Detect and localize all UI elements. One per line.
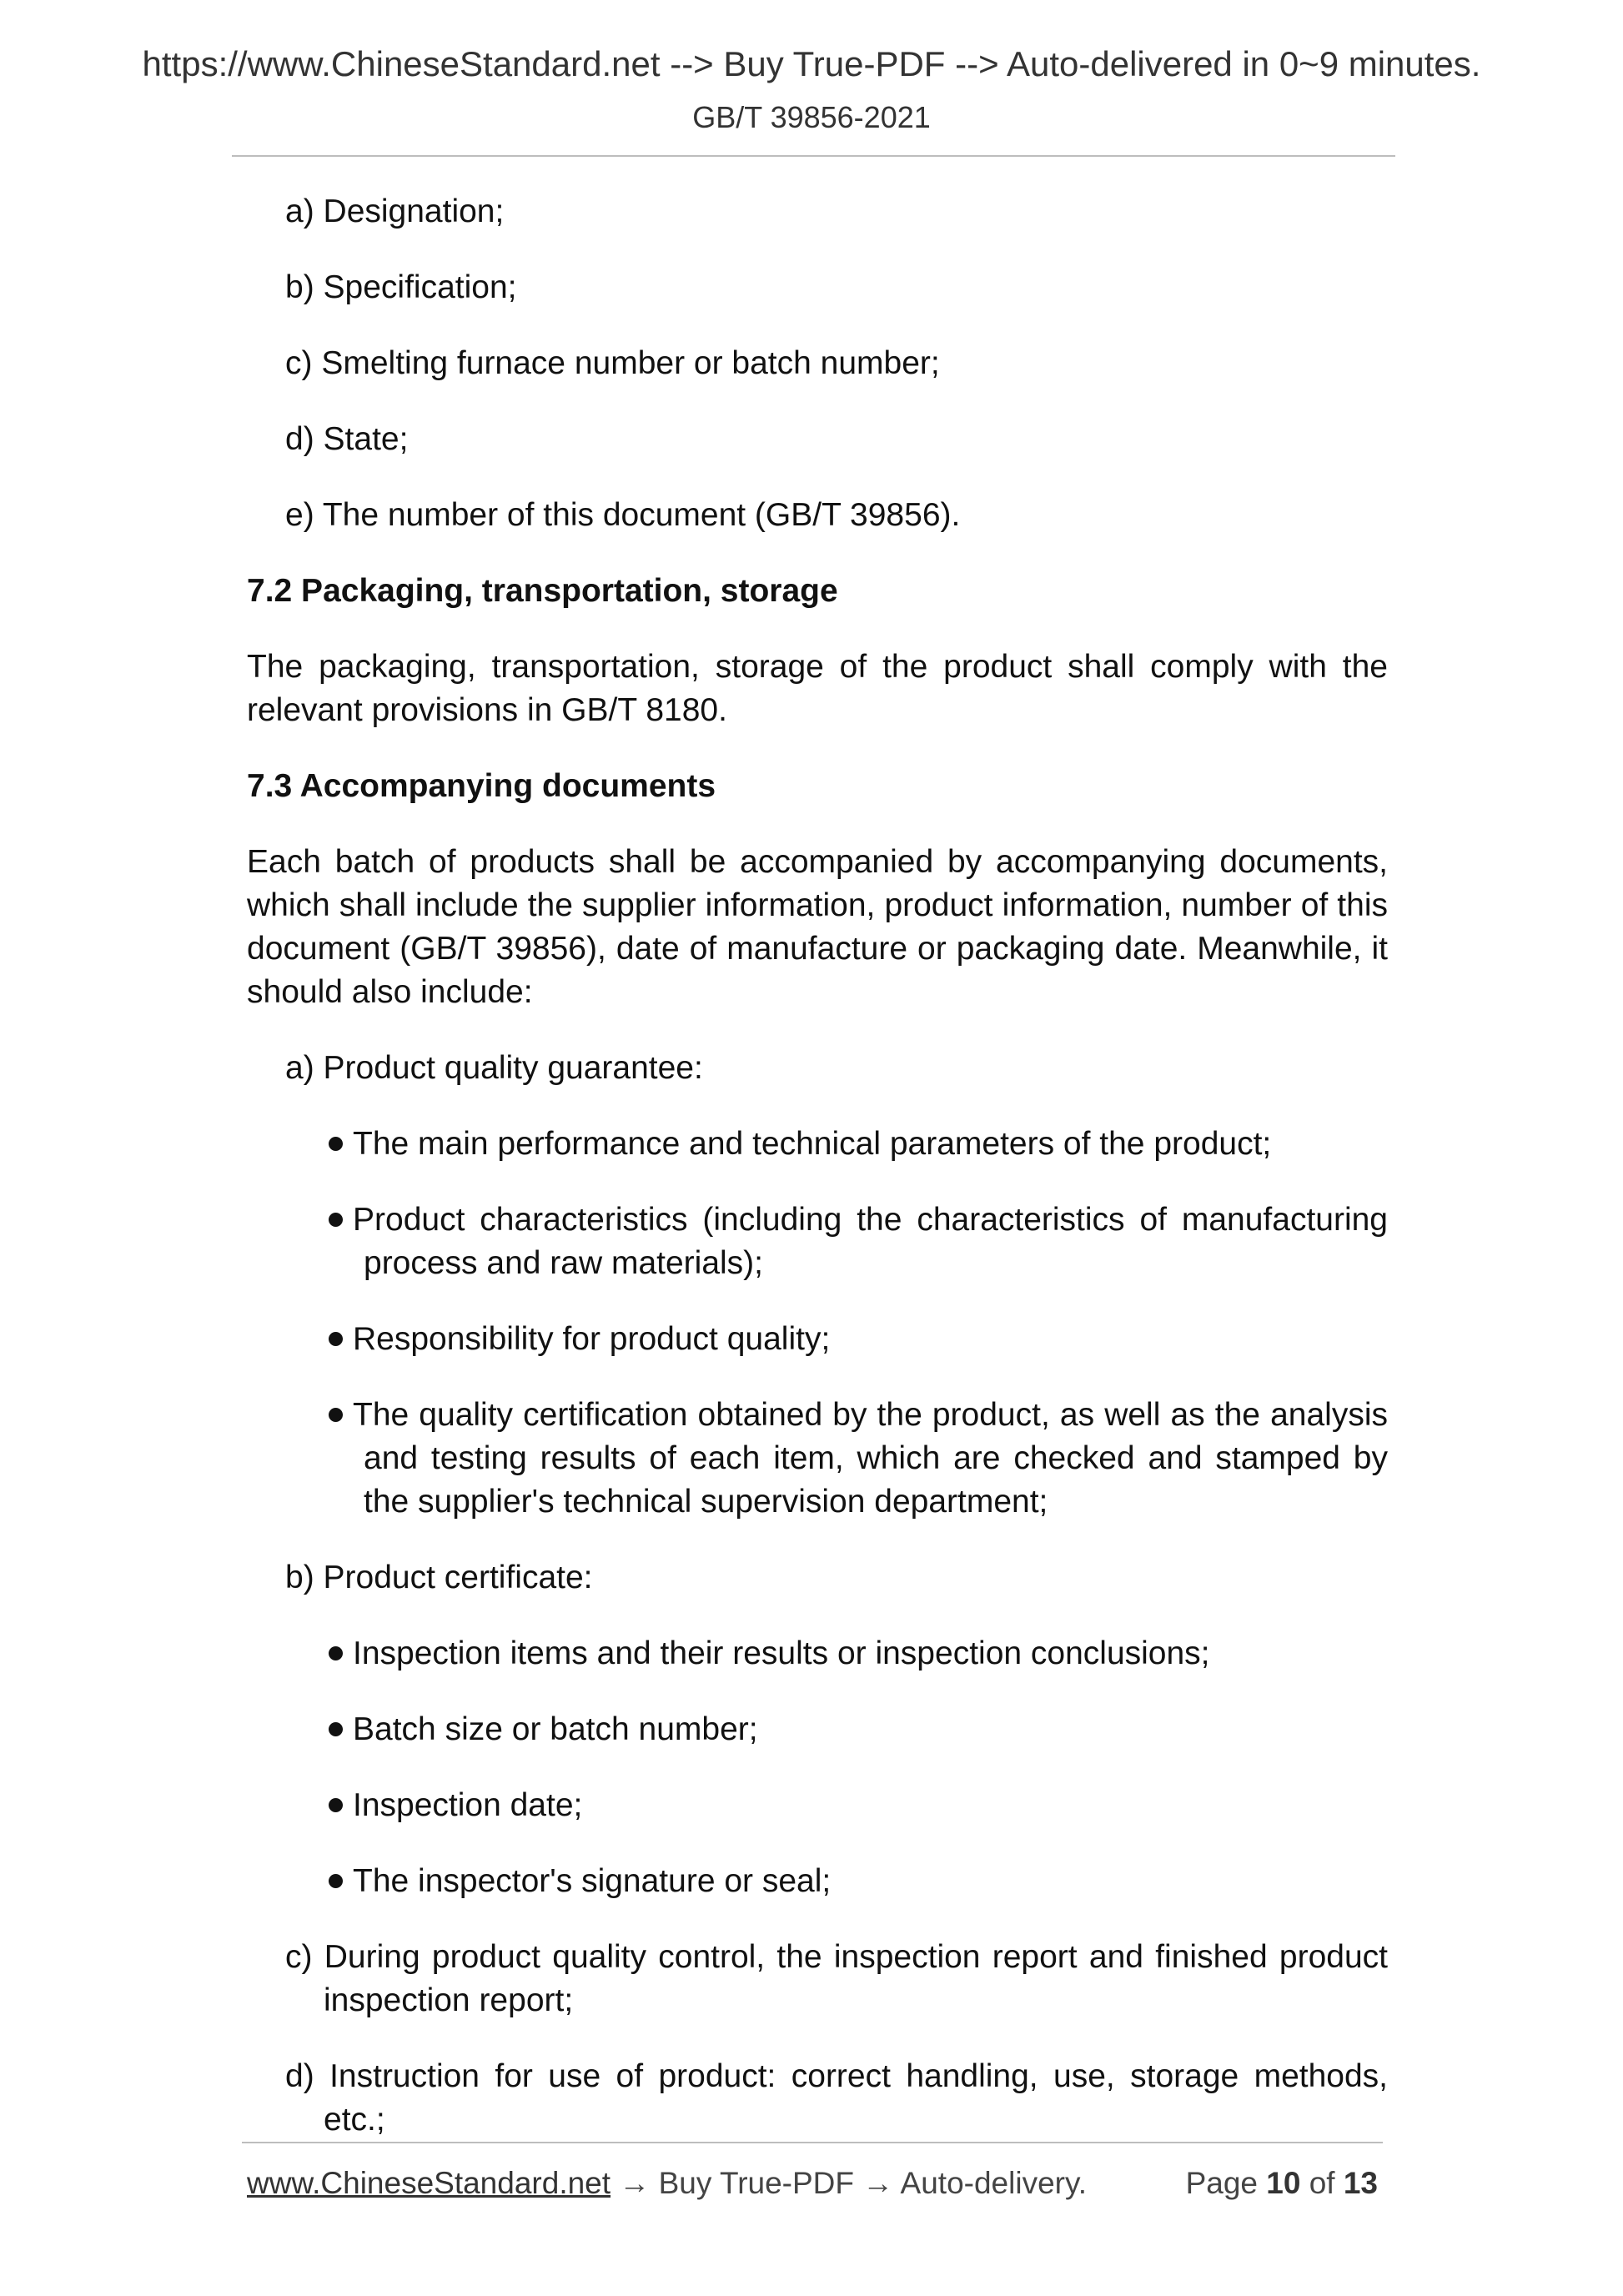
main-content <box>247 190 1388 2174</box>
list-item-text: The number of this document (GB/T 39856). <box>322 497 961 533</box>
bullet-item <box>247 1784 1388 1827</box>
list-item <box>247 494 1388 537</box>
list-item-text: Designation; <box>323 193 505 229</box>
page-number <box>1186 2163 1378 2203</box>
list-item-label: b) <box>285 1560 314 1595</box>
list-item-text: Product certificate: <box>323 1560 593 1595</box>
footer-site-link[interactable]: www.ChineseStandard.net <box>247 2166 611 2200</box>
arrow-right-icon: → <box>619 2166 651 2200</box>
list-item-text: During product quality control, the inspection report and finished product inspection report; <box>324 1939 1388 2018</box>
list-item <box>247 266 1388 309</box>
list-item-label: e) <box>285 497 314 533</box>
list-item-d <box>247 2055 1388 2142</box>
bullet-text: Product characteristics (including the characteristics of manufacturing process and raw materials); <box>353 1202 1388 1281</box>
total-pages: 13 <box>1343 2166 1378 2200</box>
bullet-text: The main performance and technical parameters of the product; <box>353 1126 1272 1162</box>
current-page: 10 <box>1266 2166 1301 2200</box>
bullet-item <box>247 1318 1388 1361</box>
section-heading-7-3: 7.3 Accompanying documents <box>247 768 716 804</box>
list-item-label: d) <box>285 2058 314 2094</box>
footer-auto-text: Auto-delivery. <box>900 2166 1088 2200</box>
bullet-dot-icon <box>329 1332 343 1346</box>
bullet-text: The inspector's signature or seal; <box>353 1863 832 1899</box>
bullet-item <box>247 1123 1388 1166</box>
header-url-line[interactable]: https://www.ChineseStandard.net --> Buy True-PDF --> Auto-delivered in 0~9 minutes. <box>142 44 1481 83</box>
list-item-text: State; <box>323 421 409 457</box>
bullet-text: Inspection date; <box>353 1787 583 1823</box>
bullet-item <box>247 1632 1388 1676</box>
footer-buy-text: Buy True-PDF <box>658 2166 855 2200</box>
bullet-item <box>247 1708 1388 1751</box>
list-item-b <box>247 1556 1388 1600</box>
bullet-dot-icon <box>329 1137 343 1151</box>
page-footer <box>247 2163 1378 2203</box>
bullet-dot-icon <box>329 1408 343 1422</box>
bullet-dot-icon <box>329 1874 343 1888</box>
list-item-text: Product quality guarantee: <box>323 1050 703 1086</box>
list-item <box>247 190 1388 234</box>
bullet-dot-icon <box>329 1722 343 1736</box>
list-item-label: c) <box>285 345 313 381</box>
bullet-text: The quality certification obtained by the product, as well as the analysis and testing results of each item, which are checked and stamped by the supplier's technical supervision department; <box>353 1397 1388 1520</box>
bullet-text: Batch size or batch number; <box>353 1711 758 1747</box>
section-heading-7-2: 7.2 Packaging, transportation, storage <box>247 573 838 609</box>
list-item-a <box>247 1047 1388 1090</box>
header-doc-code: GB/T 39856-2021 <box>692 100 931 134</box>
bullet-dot-icon <box>329 1213 343 1227</box>
section-body-7-2: The packaging, transportation, storage of the product shall comply with the relevant provisions in GB/T 8180. <box>247 649 1388 728</box>
bullet-item <box>247 1860 1388 1903</box>
bullet-text: Responsibility for product quality; <box>353 1321 831 1357</box>
list-item-c <box>247 1936 1388 2022</box>
section-body-7-3: Each batch of products shall be accompanied by accompanying documents, which shall include the supplier information, product information, number of this document (GB/T 39856), date of manufacture or packaging date. Meanwhile, it should also include: <box>247 844 1388 1010</box>
list-item-label: c) <box>285 1939 313 1975</box>
bullet-item <box>247 1198 1388 1285</box>
list-item <box>247 342 1388 385</box>
list-item-text: Specification; <box>323 269 517 305</box>
bullet-dot-icon <box>329 1798 343 1812</box>
bullet-dot-icon <box>329 1646 343 1660</box>
footer-divider <box>242 2142 1383 2143</box>
list-item-label: a) <box>285 1050 314 1086</box>
of-word: of <box>1309 2166 1335 2200</box>
list-item-label: a) <box>285 193 314 229</box>
list-item-text: Smelting furnace number or batch number; <box>321 345 940 381</box>
list-item <box>247 418 1388 461</box>
arrow-right-icon: → <box>862 2166 894 2200</box>
list-item-label: b) <box>285 269 314 305</box>
header-divider <box>232 155 1395 157</box>
bullet-text: Inspection items and their results or inspection conclusions; <box>353 1635 1210 1671</box>
list-item-text: Instruction for use of product: correct handling, use, storage methods, etc.; <box>324 2058 1388 2138</box>
list-item-label: d) <box>285 421 314 457</box>
page-word: Page <box>1185 2166 1258 2200</box>
bullet-item <box>247 1394 1388 1524</box>
